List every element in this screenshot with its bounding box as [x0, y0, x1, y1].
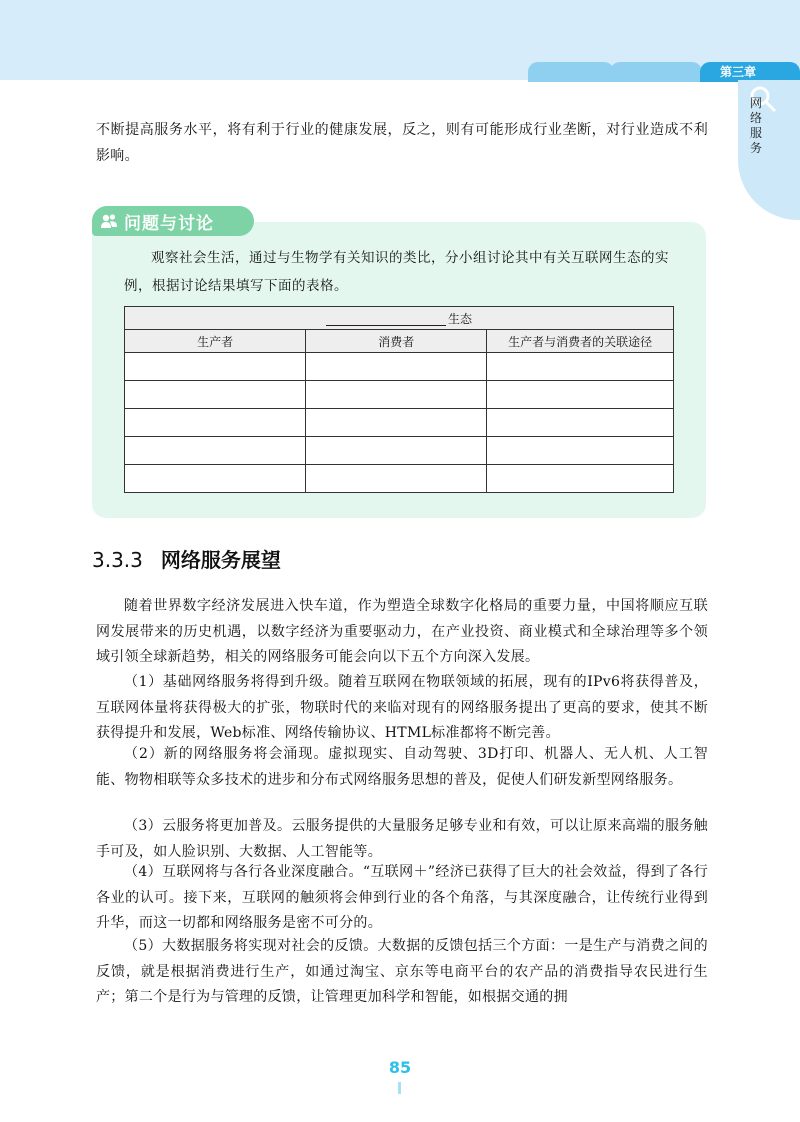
- people-icon: [100, 212, 118, 230]
- table-cell[interactable]: [125, 353, 306, 381]
- paragraph-item-2: （2）新的网络服务将会涌现。虚拟现实、自动驾驶、3D打印、机器人、无人机、人工智能、物物相联等众多技术的进步和分布式网络服务思想的普及，促使人们研发新型网络服务。: [96, 746, 708, 788]
- discussion-prompt: 观察社会生活，通过与生物学有关知识的类比，分小组讨论其中有关互联网生态的实例，根据讨论结果填写下面的表格。: [124, 250, 669, 294]
- table-cell[interactable]: [487, 437, 674, 465]
- intro-paragraph: 不断提高服务水平，将有利于行业的健康发展，反之，则有可能形成行业垄断，对行业造成不利影响。: [96, 122, 708, 164]
- table-cell[interactable]: [306, 353, 487, 381]
- column-header-consumer: 消费者: [306, 330, 487, 353]
- side-chapter-label: 网 络 服 务: [749, 96, 762, 155]
- table-cell[interactable]: [487, 381, 674, 409]
- table-row: [125, 353, 674, 381]
- table-cell[interactable]: [125, 381, 306, 409]
- chapter-tab-decor-1: [528, 62, 614, 82]
- table-cell[interactable]: [487, 409, 674, 437]
- table-cell[interactable]: [306, 381, 487, 409]
- section-title: 网络服务展望: [160, 548, 281, 572]
- table-row: [125, 465, 674, 493]
- discussion-title: 问题与讨论: [124, 213, 214, 234]
- column-header-link: 生产者与消费者的关联途径: [487, 330, 674, 353]
- ecology-table: [124, 306, 674, 493]
- table-cell[interactable]: [125, 437, 306, 465]
- table-row: [125, 381, 674, 409]
- table-cell[interactable]: [306, 409, 487, 437]
- page-number: 85: [388, 1058, 412, 1077]
- paragraph-item-5: （5）大数据服务将实现对社会的反馈。大数据的反馈包括三个方面：一是生产与消费之间的反馈，就是根据消费进行生产，如通过淘宝、京东等电商平台的农产品的消费指导农民进行生产；第二个是行为与管理的反馈，让管理更加科学和智能，如根据交通的拥: [96, 938, 708, 1006]
- fill-in-blank[interactable]: [326, 313, 446, 326]
- table-row: [125, 409, 674, 437]
- section-heading: [92, 544, 281, 573]
- table-cell[interactable]: [306, 465, 487, 493]
- table-cell[interactable]: [306, 437, 487, 465]
- table-row: [125, 437, 674, 465]
- paragraph-item-4: （4）互联网将与各行各业深度融合。“互联网＋”经济已获得了巨大的社会效益，得到了各行各业的认可。接下来，互联网的触须将会伸到行业的各个角落，与其深度融合，让传统行业得到升华，而这一切都和网络服务是密不可分的。: [96, 864, 708, 932]
- discussion-header: [92, 206, 254, 236]
- table-caption: 生态: [125, 307, 674, 330]
- paragraph-item-3: （3）云服务将更加普及。云服务提供的大量服务足够专业和有效，可以让原来高端的服务触手可及，如人脸识别、大数据、人工智能等。: [96, 818, 708, 860]
- paragraph-item-1: （1）基础网络服务将得到升级。随着互联网在物联领域的拓展，现有的IPv6将获得普及，互联网体量将获得极大的扩张，物联时代的来临对现有的网络服务提出了更高的要求，使其不断获得提升和发展，Web标准、网络传输协议、HTML标准都将不断完善。: [96, 674, 708, 742]
- page-number-bar: [398, 1082, 401, 1094]
- column-header-producer: 生产者: [125, 330, 306, 353]
- paragraph-intro: 随着世界数字经济发展进入快车道，作为塑造全球数字化格局的重要力量，中国将顺应互联网发展带来的历史机遇，以数字经济为重要驱动力，在产业投资、商业模式和全球治理等多个领域引领全球新趋势，相关的网络服务可能会向以下五个方向深入发展。: [96, 598, 708, 666]
- table-cell[interactable]: [487, 465, 674, 493]
- section-number: 3.3.3: [92, 548, 143, 572]
- chapter-label: 第三章: [700, 62, 800, 82]
- table-cell[interactable]: [125, 465, 306, 493]
- chapter-tab-decor-2: [610, 62, 702, 82]
- table-cell[interactable]: [487, 353, 674, 381]
- table-cell[interactable]: [125, 409, 306, 437]
